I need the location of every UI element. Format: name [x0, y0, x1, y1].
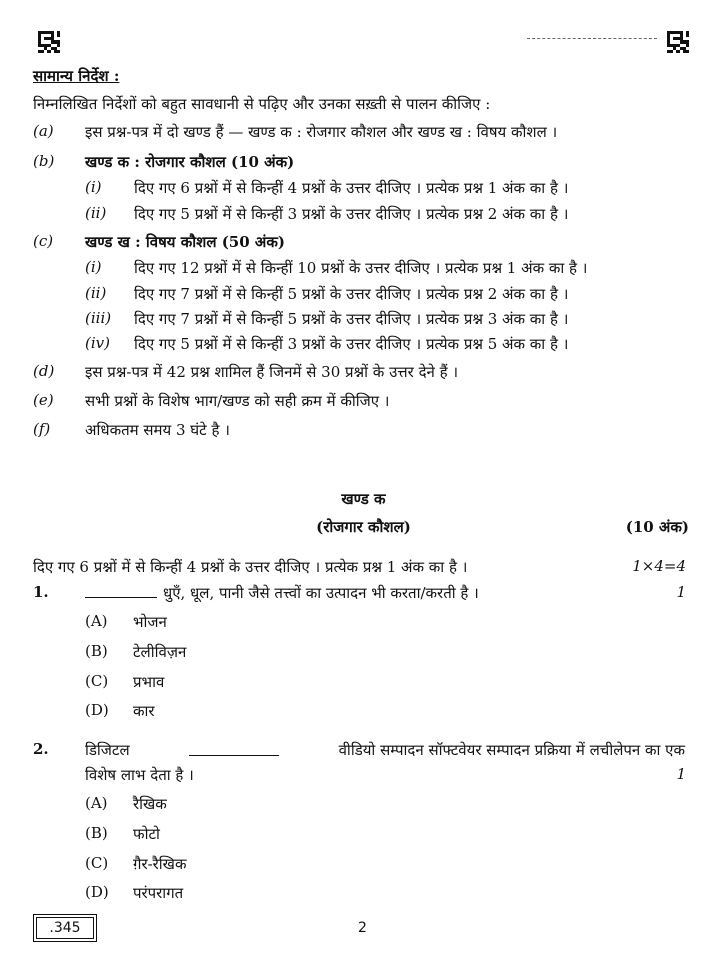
question-text-line2: विशेष लाभ देता है ।: [85, 766, 194, 784]
paper-code: .345: [36, 917, 94, 939]
option-text: भोजन: [133, 613, 167, 631]
instruction-sublabel: (i): [85, 178, 102, 196]
instruction-subtext: दिए गए 12 प्रश्नों में से किन्हीं 10 प्रश्नों के उत्तर दीजिए । प्रत्येक प्रश्न 1 अंक का है ।: [134, 259, 588, 277]
option-label: (D): [85, 701, 109, 719]
question-text: [85, 740, 685, 760]
instruction-text: इस प्रश्न-पत्र में 42 प्रश्न शामिल हैं जिनमें से 30 प्रश्नों के उत्तर देने हैं ।: [85, 363, 459, 381]
instruction-sublabel: (iii): [85, 309, 112, 327]
header-dashed-line: [527, 38, 657, 39]
instructions-intro: निम्नलिखित निर्देशों को बहुत सावधानी से पढ़िए और उनका सख़्ती से पालन कीजिए :: [33, 95, 491, 113]
instruction-text: इस प्रश्न-पत्र में दो खण्ड हैं — खण्ड क : रोजगार कौशल और खण्ड ख : विषय कौशल ।: [85, 123, 558, 141]
instruction-sublabel: (ii): [85, 204, 107, 222]
instruction-label: (e): [33, 391, 54, 409]
instruction-label: (b): [33, 152, 55, 170]
question-number: 2.: [33, 740, 49, 758]
question-number: 1.: [33, 583, 49, 601]
section-title: खण्ड क: [341, 490, 386, 508]
question-marks: 1: [676, 765, 686, 783]
instruction-label: (f): [33, 420, 51, 438]
instruction-subtext: दिए गए 7 प्रश्नों में से किन्हीं 5 प्रश्नों के उत्तर दीजिए । प्रत्येक प्रश्न 2 अंक का है ।: [134, 285, 569, 303]
option-label: (D): [85, 883, 109, 901]
instructions-title: सामान्य निर्देश :: [33, 67, 120, 85]
page-number: 2: [358, 920, 367, 936]
option-label: (B): [85, 824, 108, 842]
instruction-label: (c): [33, 232, 54, 250]
instruction-sublabel: (i): [85, 258, 102, 276]
instruction-subtext: दिए गए 5 प्रश्नों में से किन्हीं 3 प्रश्नों के उत्तर दीजिए । प्रत्येक प्रश्न 2 अंक का है ।: [134, 205, 569, 223]
instruction-label: (a): [33, 122, 54, 140]
option-label: (C): [85, 672, 109, 690]
option-text: टेलीविज़न: [133, 643, 187, 661]
section-marks: (10 अंक): [625, 518, 689, 536]
paper-code-box: [33, 914, 97, 942]
answer-blank: [85, 597, 157, 598]
instruction-heading: खण्ड क : रोजगार कौशल (10 अंक): [85, 153, 295, 171]
section-instruction: दिए गए 6 प्रश्नों में से किन्हीं 4 प्रश्नों के उत्तर दीजिए । प्रत्येक प्रश्न 1 अंक का है ।: [33, 558, 468, 576]
instruction-subtext: दिए गए 6 प्रश्नों में से किन्हीं 4 प्रश्नों के उत्तर दीजिए । प्रत्येक प्रश्न 1 अंक का है ।: [134, 179, 569, 197]
section-instruction-marks: 1×4=4: [632, 557, 686, 575]
option-label: (C): [85, 854, 109, 872]
question-text-before: डिजिटल: [85, 741, 130, 759]
question-marks: 1: [676, 583, 686, 601]
instruction-text: सभी प्रश्नों के विशेष भाग/खण्ड को सही क्रम में कीजिए ।: [85, 392, 390, 410]
instruction-sublabel: (iv): [85, 334, 110, 352]
option-text: फोटो: [133, 825, 160, 843]
option-label: (A): [85, 612, 108, 630]
section-subtitle: (रोजगार कौशल): [316, 518, 411, 536]
instruction-text: अधिकतम समय 3 घंटे है ।: [85, 421, 230, 439]
instruction-heading: खण्ड ख : विषय कौशल (50 अंक): [85, 233, 285, 251]
answer-blank: [189, 755, 279, 756]
option-text: ग़ैर-रैखिक: [133, 855, 187, 873]
instruction-subtext: दिए गए 5 प्रश्नों में से किन्हीं 3 प्रश्नों के उत्तर दीजिए । प्रत्येक प्रश्न 5 अंक का है ।: [134, 335, 569, 353]
qr-code-icon: [667, 31, 689, 53]
question-text-after: वीडियो सम्पादन सॉफ्टवेयर सम्पादन प्रक्रिया में लचीलेपन का एक: [338, 741, 685, 759]
option-text: प्रभाव: [133, 673, 165, 691]
option-label: (B): [85, 642, 108, 660]
instruction-sublabel: (ii): [85, 284, 107, 302]
option-text: रैखिक: [133, 795, 167, 813]
question-text-body: धुएँ, धूल, पानी जैसे तत्त्वों का उत्पादन भी करता/करती है ।: [163, 584, 479, 602]
question-text: [85, 583, 479, 603]
instruction-label: (d): [33, 362, 55, 380]
option-text: कार: [133, 702, 155, 720]
option-text: परंपरागत: [133, 884, 184, 902]
instruction-subtext: दिए गए 7 प्रश्नों में से किन्हीं 5 प्रश्नों के उत्तर दीजिए । प्रत्येक प्रश्न 3 अंक का है ।: [134, 310, 569, 328]
option-label: (A): [85, 794, 108, 812]
qr-code-icon: [38, 31, 60, 53]
